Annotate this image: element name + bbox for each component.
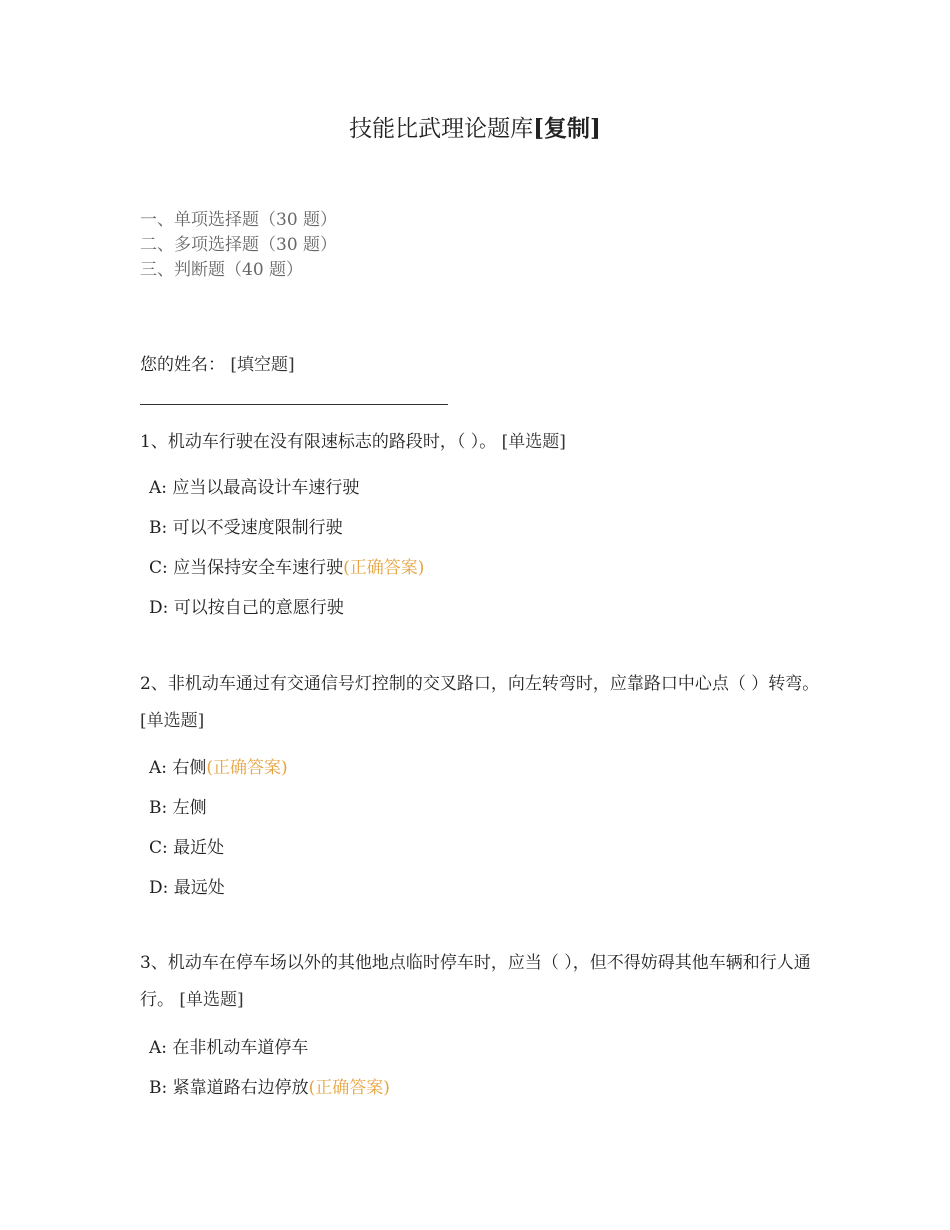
question-type-tag: [填空题] [230, 355, 295, 375]
option-a[interactable]: A: 右侧(正确答案) [149, 758, 288, 778]
section-list [140, 208, 337, 283]
question-1-text [140, 424, 820, 461]
question-type-tag: [单选题] [140, 711, 205, 731]
option-a[interactable]: A: 在非机动车道停车 [149, 1038, 309, 1058]
title-main: 技能比武理论题库 [349, 116, 534, 142]
question-type-tag: [单选题] [179, 990, 244, 1010]
correct-answer-label: (正确答案) [308, 1078, 390, 1098]
page-title [0, 110, 950, 143]
correct-answer-label: (正确答案) [206, 758, 288, 778]
question-type-tag: [单选题] [501, 432, 566, 452]
question-1-options [149, 468, 424, 628]
correct-answer-label: (正确答案) [343, 558, 425, 578]
option-a[interactable]: A: 应当以最高设计车速行驶 [149, 478, 360, 498]
question-2-options [149, 748, 288, 908]
option-c[interactable]: C: 应当保持安全车速行驶(正确答案) [149, 558, 425, 578]
name-label: 您的姓名： [140, 355, 225, 375]
question-3-options [149, 1028, 390, 1108]
option-c[interactable]: C: 最近处 [149, 838, 225, 858]
option-d[interactable]: D: 最远处 [149, 878, 225, 898]
question-2-stem: 2、非机动车通过有交通信号灯控制的交叉路口，向左转弯时，应靠路口中心点（ ）转弯。 [140, 674, 820, 694]
option-b[interactable]: B: 左侧 [149, 798, 207, 818]
option-b[interactable]: B: 紧靠道路右边停放(正确答案) [149, 1078, 390, 1098]
question-3-text [140, 945, 820, 1019]
option-d[interactable]: D: 可以按自己的意愿行驶 [149, 598, 344, 618]
question-1-stem: 1、机动车行驶在没有限速标志的路段时，（ ）。 [140, 432, 497, 452]
question-3-stem: 3、机动车在停车场以外的其他地点临时停车时，应当（ ），但不得妨碍其他车辆和行人通行。 [140, 953, 811, 1010]
section-item-true-false: 三、判断题（40 题） [140, 260, 304, 280]
option-b[interactable]: B: 可以不受速度限制行驶 [149, 518, 343, 538]
question-2-text [140, 666, 820, 740]
name-question [140, 350, 820, 375]
section-item-multiple-choice: 二、多项选择题（30 题） [140, 235, 338, 255]
section-item-single-choice: 一、单项选择题（30 题） [140, 210, 338, 230]
name-input-line[interactable] [140, 404, 448, 405]
title-copy-tag: [复制] [533, 115, 601, 142]
